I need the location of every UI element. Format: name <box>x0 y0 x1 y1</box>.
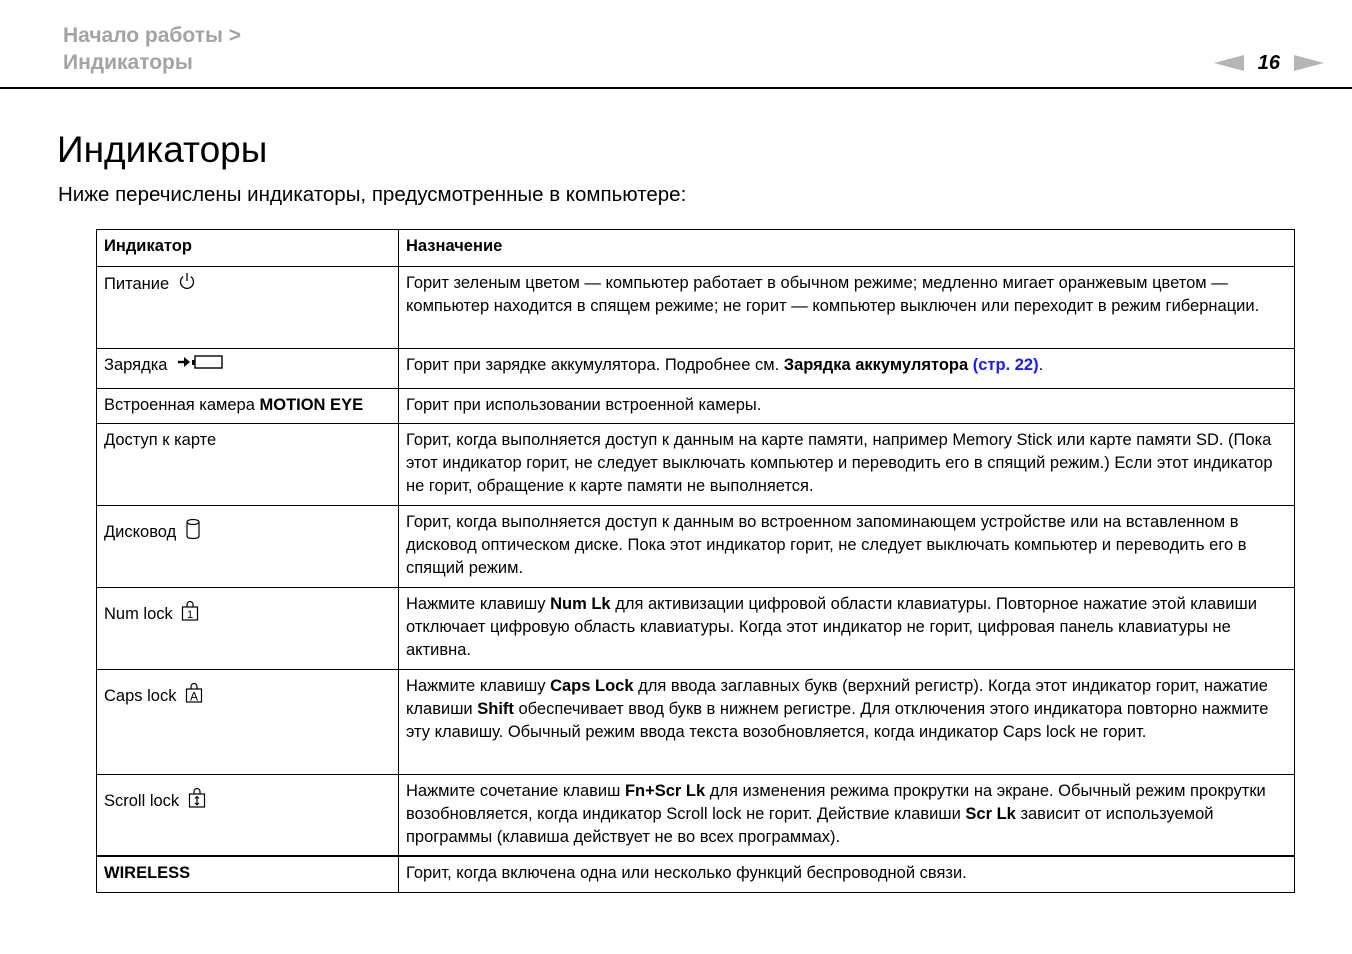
indicator-label-bold: MOTION EYE <box>259 396 364 414</box>
table-row <box>97 267 1295 349</box>
indicator-label: Caps lock <box>104 686 177 705</box>
indicator-label: Num lock <box>104 604 173 623</box>
indicator-cell <box>97 506 399 588</box>
caps-lock-icon <box>185 682 203 711</box>
breadcrumb-parent[interactable]: Начало работы > <box>63 24 242 47</box>
indicator-cell <box>97 856 399 892</box>
purpose-cell: Нажмите сочетание клавиш Fn+Scr Lk для изменения режима прокрутки на экране. Обычный режим прокрутки возобновляется, когда индикатор Scroll lock не горит. Действие клавиши Scr Lk зависит от используемой программы (клавиша действует не во всех программах). <box>399 775 1295 857</box>
header-divider <box>0 87 1352 89</box>
purpose-cell: Горит, когда включена одна или несколько функций беспроводной связи. <box>399 856 1295 892</box>
page-navigation <box>1214 51 1324 75</box>
purpose-cell: Горит зеленым цветом — компьютер работает в обычном режиме; медленно мигает оранжевым цветом — компьютер находится в спящем режиме; не горит — компьютер выключен или переходит в режим гибернации. <box>399 267 1295 349</box>
table-row <box>97 670 1295 775</box>
indicator-label: Встроенная камера <box>104 396 260 414</box>
svg-text:A: A <box>190 689 199 704</box>
indicator-cell <box>97 389 399 424</box>
triangle-left-icon[interactable] <box>1214 55 1244 71</box>
indicators-table <box>96 229 1295 893</box>
column-header-purpose: Назначение <box>399 230 1295 267</box>
purpose-cell: Горит при зарядке аккумулятора. Подробнее см. Зарядка аккумулятора (стр. 22). <box>399 349 1295 389</box>
indicator-label: Питание <box>104 274 170 293</box>
indicator-cell <box>97 424 399 506</box>
table-row <box>97 506 1295 588</box>
indicator-label: Дисковод <box>104 522 177 541</box>
table-row <box>97 349 1295 389</box>
indicator-cell <box>97 349 399 389</box>
table-row <box>97 775 1295 857</box>
svg-text:1: 1 <box>187 609 194 621</box>
power-icon <box>178 272 196 297</box>
purpose-cell: Нажмите клавишу Num Lk для активизации цифровой области клавиатуры. Повторное нажатие этой клавиши отключает цифровую область клавиатуры. Когда этот индикатор не горит, цифровая панель клавиатуры не активна. <box>399 588 1295 670</box>
indicator-label: Зарядка <box>104 356 168 374</box>
indicator-label: Scroll lock <box>104 791 180 810</box>
purpose-cell: Горит, когда выполняется доступ к данным на карте памяти, например Memory Stick или карте памяти SD. (Пока этот индикатор горит, не следует выключать компьютер и переводить его в спящий режим.) Если этот индикатор не горит, обращение к карте памяти не выполняется. <box>399 424 1295 506</box>
scroll-lock-icon <box>188 787 206 816</box>
indicator-label: Доступ к карте <box>104 431 217 449</box>
table-row <box>97 424 1295 506</box>
column-header-indicator: Индикатор <box>97 230 399 267</box>
page-title: Индикаторы <box>57 129 268 170</box>
indicator-label-bold: WIRELESS <box>104 864 191 882</box>
indicator-cell <box>97 670 399 775</box>
page-link[interactable]: (стр. 22) <box>972 356 1039 374</box>
purpose-cell: Горит, когда выполняется доступ к данным во встроенном запоминающем устройстве или на вставленном в дисковод оптическом диске. Пока этот индикатор горит, не следует выключать компьютер и переводить его в спящий режим. <box>399 506 1295 588</box>
table-row <box>97 856 1295 892</box>
indicator-cell <box>97 775 399 857</box>
indicator-cell <box>97 267 399 349</box>
table-row <box>97 389 1295 424</box>
breadcrumb-current: Индикаторы <box>63 51 193 74</box>
disk-drive-icon <box>185 518 201 547</box>
page-number: 16 <box>1257 51 1280 74</box>
breadcrumb <box>63 22 241 76</box>
triangle-right-icon[interactable] <box>1294 55 1324 71</box>
num-lock-icon <box>181 600 199 629</box>
table-header-row <box>97 230 1295 267</box>
indicator-cell <box>97 588 399 670</box>
purpose-cell: Нажмите клавишу Caps Lock для ввода заглавных букв (верхний регистр). Когда этот индикатор горит, нажатие клавиши Shift обеспечивает ввод букв в нижнем регистре. Для отключения этого индикатора повторно нажмите эту клавишу. Обычный режим ввода текста возобновляется, когда индикатор Caps lock не горит. <box>399 670 1295 775</box>
table-row <box>97 588 1295 670</box>
purpose-cell: Горит при использовании встроенной камеры. <box>399 389 1295 424</box>
battery-charge-icon <box>176 354 224 377</box>
intro-text: Ниже перечислены индикаторы, предусмотренные в компьютере: <box>58 183 687 206</box>
